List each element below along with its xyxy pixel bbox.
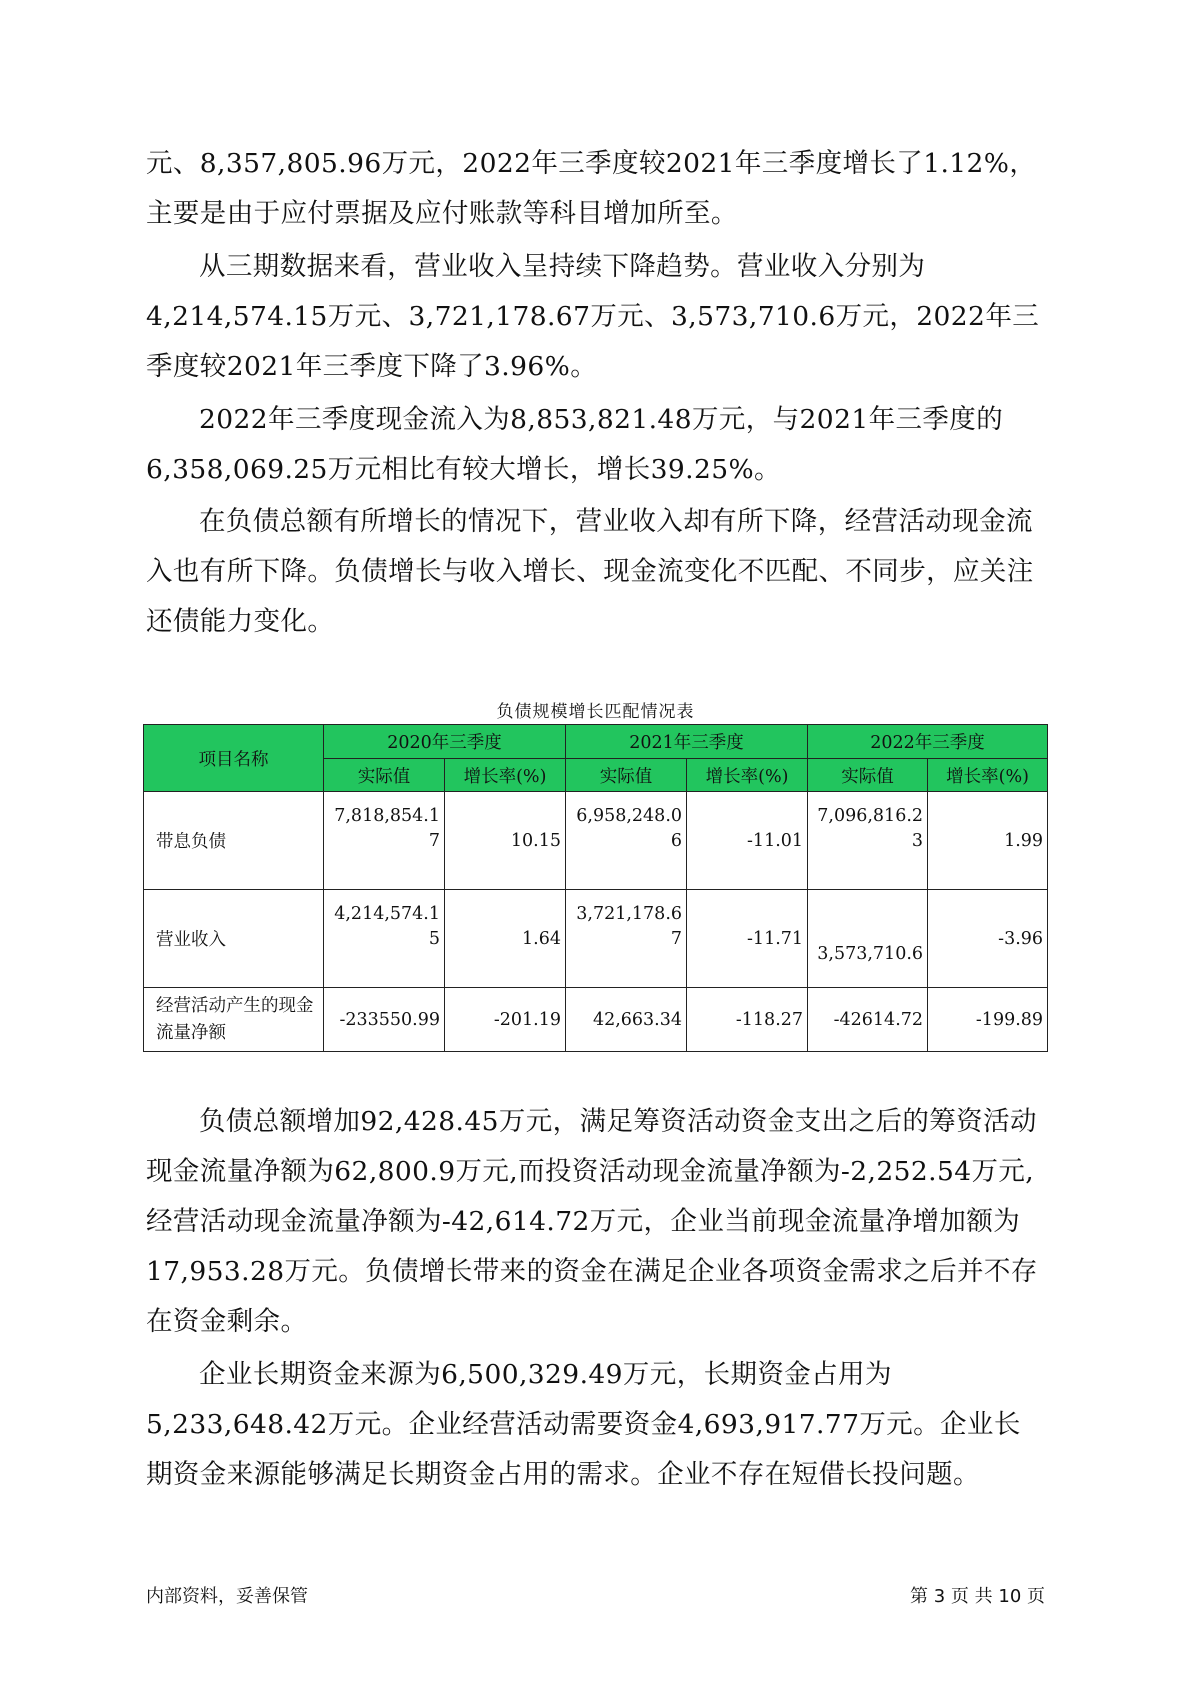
table-cell: -118.27	[687, 988, 808, 1052]
table-cell: -42614.72	[808, 988, 928, 1052]
header-growth-2021: 增长率(%)	[687, 759, 808, 792]
confidential-note: 内部资料，妥善保管	[146, 1586, 308, 1607]
table-cell: 4,214,574.15	[324, 890, 445, 988]
table-row	[144, 988, 1048, 1052]
table-cell: 10.15	[445, 792, 566, 890]
paragraph-4: 在负债总额有所增长的情况下，营业收入却有所下降，经营活动现金流入也有所下降。负债增长与收入增长、现金流变化不匹配、不同步，应关注还债能力变化。	[146, 506, 1034, 637]
header-growth-2022: 增长率(%)	[928, 759, 1048, 792]
header-actual-2022: 实际值	[808, 759, 928, 792]
table-cell: 1.64	[445, 890, 566, 988]
table-row	[144, 890, 1048, 988]
table-cell: -11.01	[687, 792, 808, 890]
debt-growth-table	[143, 724, 1048, 1052]
table-cell: 7,818,854.17	[324, 792, 445, 890]
table-cell: 3,573,710.6	[808, 890, 928, 988]
header-actual-2021: 实际值	[566, 759, 687, 792]
row-label: 经营活动产生的现金流量净额	[144, 988, 324, 1052]
header-period-2021: 2021年三季度	[566, 725, 808, 759]
table-cell: -11.71	[687, 890, 808, 988]
header-growth-2020: 增长率(%)	[445, 759, 566, 792]
header-period-2020: 2020年三季度	[324, 725, 566, 759]
table-cell: -199.89	[928, 988, 1048, 1052]
table-cell: 7,096,816.23	[808, 792, 928, 890]
paragraph-3: 2022年三季度现金流入为8,853,821.48万元，与2021年三季度的6,358,069.25万元相比有较大增长，增长39.25%。	[146, 404, 1004, 485]
header-item-name: 项目名称	[144, 725, 324, 792]
row-label: 营业收入	[144, 890, 324, 988]
table-cell: -3.96	[928, 890, 1048, 988]
page-number: 第 3 页 共 10 页	[910, 1586, 1045, 1607]
header-period-2022: 2022年三季度	[808, 725, 1048, 759]
table-cell: 3,721,178.67	[566, 890, 687, 988]
paragraph-2: 从三期数据来看，营业收入呈持续下降趋势。营业收入分别为4,214,574.15万元、3,721,178.67万元、3,573,710.6万元，2022年三季度较2021年三季度下降了3.96%。	[146, 251, 1040, 382]
table-cell: 1.99	[928, 792, 1048, 890]
row-label: 带息负债	[144, 792, 324, 890]
table-caption: 负债规模增长匹配情况表	[496, 702, 695, 722]
table-cell: 42,663.34	[566, 988, 687, 1052]
header-actual-2020: 实际值	[324, 759, 445, 792]
table-cell: -201.19	[445, 988, 566, 1052]
paragraph-6: 企业长期资金来源为6,500,329.49万元，长期资金占用为5,233,648.42万元。企业经营活动需要资金4,693,917.77万元。企业长期资金来源能够满足长期资金占用的需求。企业不存在短借长投问题。	[146, 1359, 1021, 1490]
table-row	[144, 792, 1048, 890]
table-cell: -233550.99	[324, 988, 445, 1052]
paragraph-5: 负债总额增加92,428.45万元，满足筹资活动资金支出之后的筹资活动现金流量净额为62,800.9万元,而投资活动现金流量净额为-2,252.54万元,经营活动现金流量净额为-42,614.72万元，企业当前现金流量净增加额为17,953.28万元。负债增长带来的资金在满足企业各项资金需求之后并不存在资金剩余。	[146, 1106, 1038, 1337]
paragraph-1: 元、8,357,805.96万元，2022年三季度较2021年三季度增长了1.12%，主要是由于应付票据及应付账款等科目增加所至。	[146, 148, 1037, 229]
table-cell: 6,958,248.06	[566, 792, 687, 890]
